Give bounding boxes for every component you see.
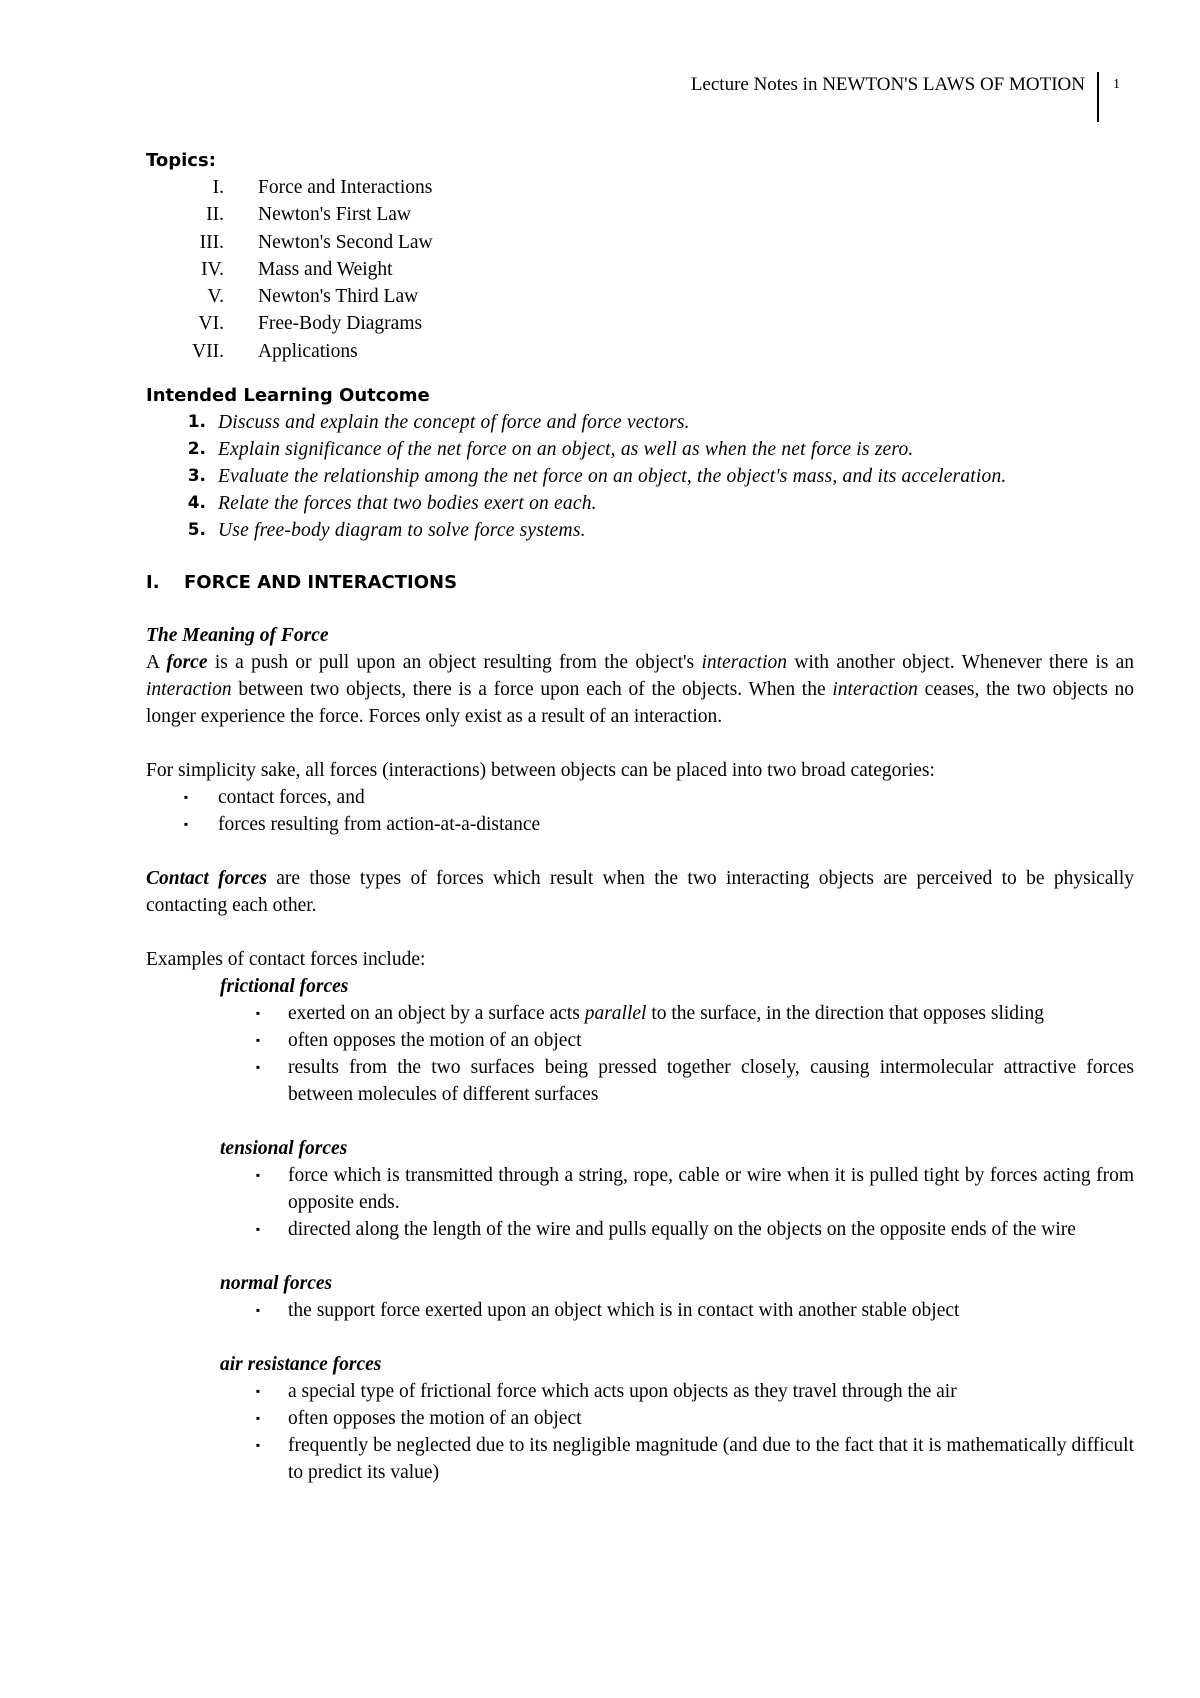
categories-list [146, 784, 1134, 838]
list-item: 3. Evaluate the relationship among the net force on an object, the object's mass, and its acceleration. [187, 466, 1007, 488]
header-title: Lecture Notes in NEWTON'S LAWS OF MOTION [690, 74, 1085, 95]
example-title: tensional forces [220, 1138, 348, 1160]
page-header [691, 72, 1120, 124]
list-item: VI. Free-Body Diagrams [198, 313, 423, 335]
list-item: ▪ a special type of frictional force which acts upon objects as they travel through the air [255, 1381, 957, 1403]
list-item: ▪ contact forces, and [183, 787, 365, 809]
ilo-heading: Intended Learning Outcome [146, 385, 430, 407]
list-item: ▪ directed along the length of the wire and pulls equally on the objects on the opposite ends of the wire [255, 1219, 1076, 1241]
example-title: air resistance forces [220, 1354, 382, 1376]
list-item: II. Newton's First Law [206, 204, 412, 226]
list-item: ▪ force which is transmitted through a string, rope, cable or wire when it is pulled tight by forces acting from opposite ends. [255, 1165, 1134, 1214]
list-item: 5. Use free-body diagram to solve force systems. [187, 520, 586, 542]
list-item: 4. Relate the forces that two bodies exert on each. [187, 493, 597, 515]
list-item: ▪ often opposes the motion of an object [255, 1030, 582, 1052]
example-bullets [220, 1000, 1134, 1108]
paragraph-categories: For simplicity sake, all forces (interactions) between objects can be placed into two broad categories: [146, 760, 935, 782]
section-title: FORCE AND INTERACTIONS [184, 572, 458, 594]
list-item: 2. Explain significance of the net force on an object, as well as when the net force is zero. [187, 439, 914, 461]
list-item: ▪ frequently be neglected due to its negligible magnitude (and due to the fact that it is mathematically difficult to predict its value) [255, 1435, 1134, 1484]
example-title: frictional forces [220, 976, 349, 998]
example-frictional [220, 973, 1134, 1108]
example-air-resistance [220, 1351, 1134, 1486]
section-number: I. [146, 572, 160, 594]
example-bullets [220, 1297, 1134, 1324]
list-item: I. Force and Interactions [212, 177, 433, 198]
list-item: IV. Mass and Weight [201, 258, 393, 280]
list-item: ▪ exerted on an object by a surface acts parallel to the surface, in the direction that opposes sliding [255, 1003, 1044, 1025]
examples-intro: Examples of contact forces include: [146, 949, 426, 971]
list-item: ▪ forces resulting from action-at-a-distance [183, 814, 541, 836]
paragraph-meaning-of-force: A force is a push or pull upon an object resulting from the object's interaction with another object. Whenever there is an interaction between two objects, there is a force upon each of the objects. When the interaction ceases, the two objects no longer experience the force. Forces only exist as a result of an interaction. [146, 652, 1135, 728]
example-tensional [220, 1135, 1134, 1243]
page-number: 1 [1113, 77, 1120, 92]
list-item: ▪ often opposes the motion of an object [255, 1408, 582, 1430]
page-content [146, 148, 1134, 1486]
subheading: The Meaning of Force [146, 625, 329, 647]
list-item: VII. Applications [192, 340, 358, 362]
example-title: normal forces [220, 1273, 333, 1295]
example-normal [220, 1270, 1134, 1324]
list-item: ▪ the support force exerted upon an object which is in contact with another stable object [255, 1300, 960, 1322]
topics-heading: Topics: [146, 150, 216, 171]
list-item: ▪ results from the two surfaces being pressed together closely, causing intermolecular attractive forces between molecules of different surfaces [255, 1057, 1134, 1106]
topics-list [146, 174, 1134, 365]
list-item: V. Newton's Third Law [207, 286, 419, 308]
list-item: 1. Discuss and explain the concept of force and force vectors. [187, 412, 690, 434]
section-heading [146, 570, 1134, 596]
example-bullets [220, 1378, 1134, 1486]
example-bullets [220, 1162, 1134, 1243]
paragraph-contact-forces: Contact forces are those types of forces which result when the two interacting objects are perceived to be physically contacting each other. [146, 868, 1135, 917]
list-item: III. Newton's Second Law [199, 231, 433, 253]
ilo-list [146, 409, 1134, 544]
